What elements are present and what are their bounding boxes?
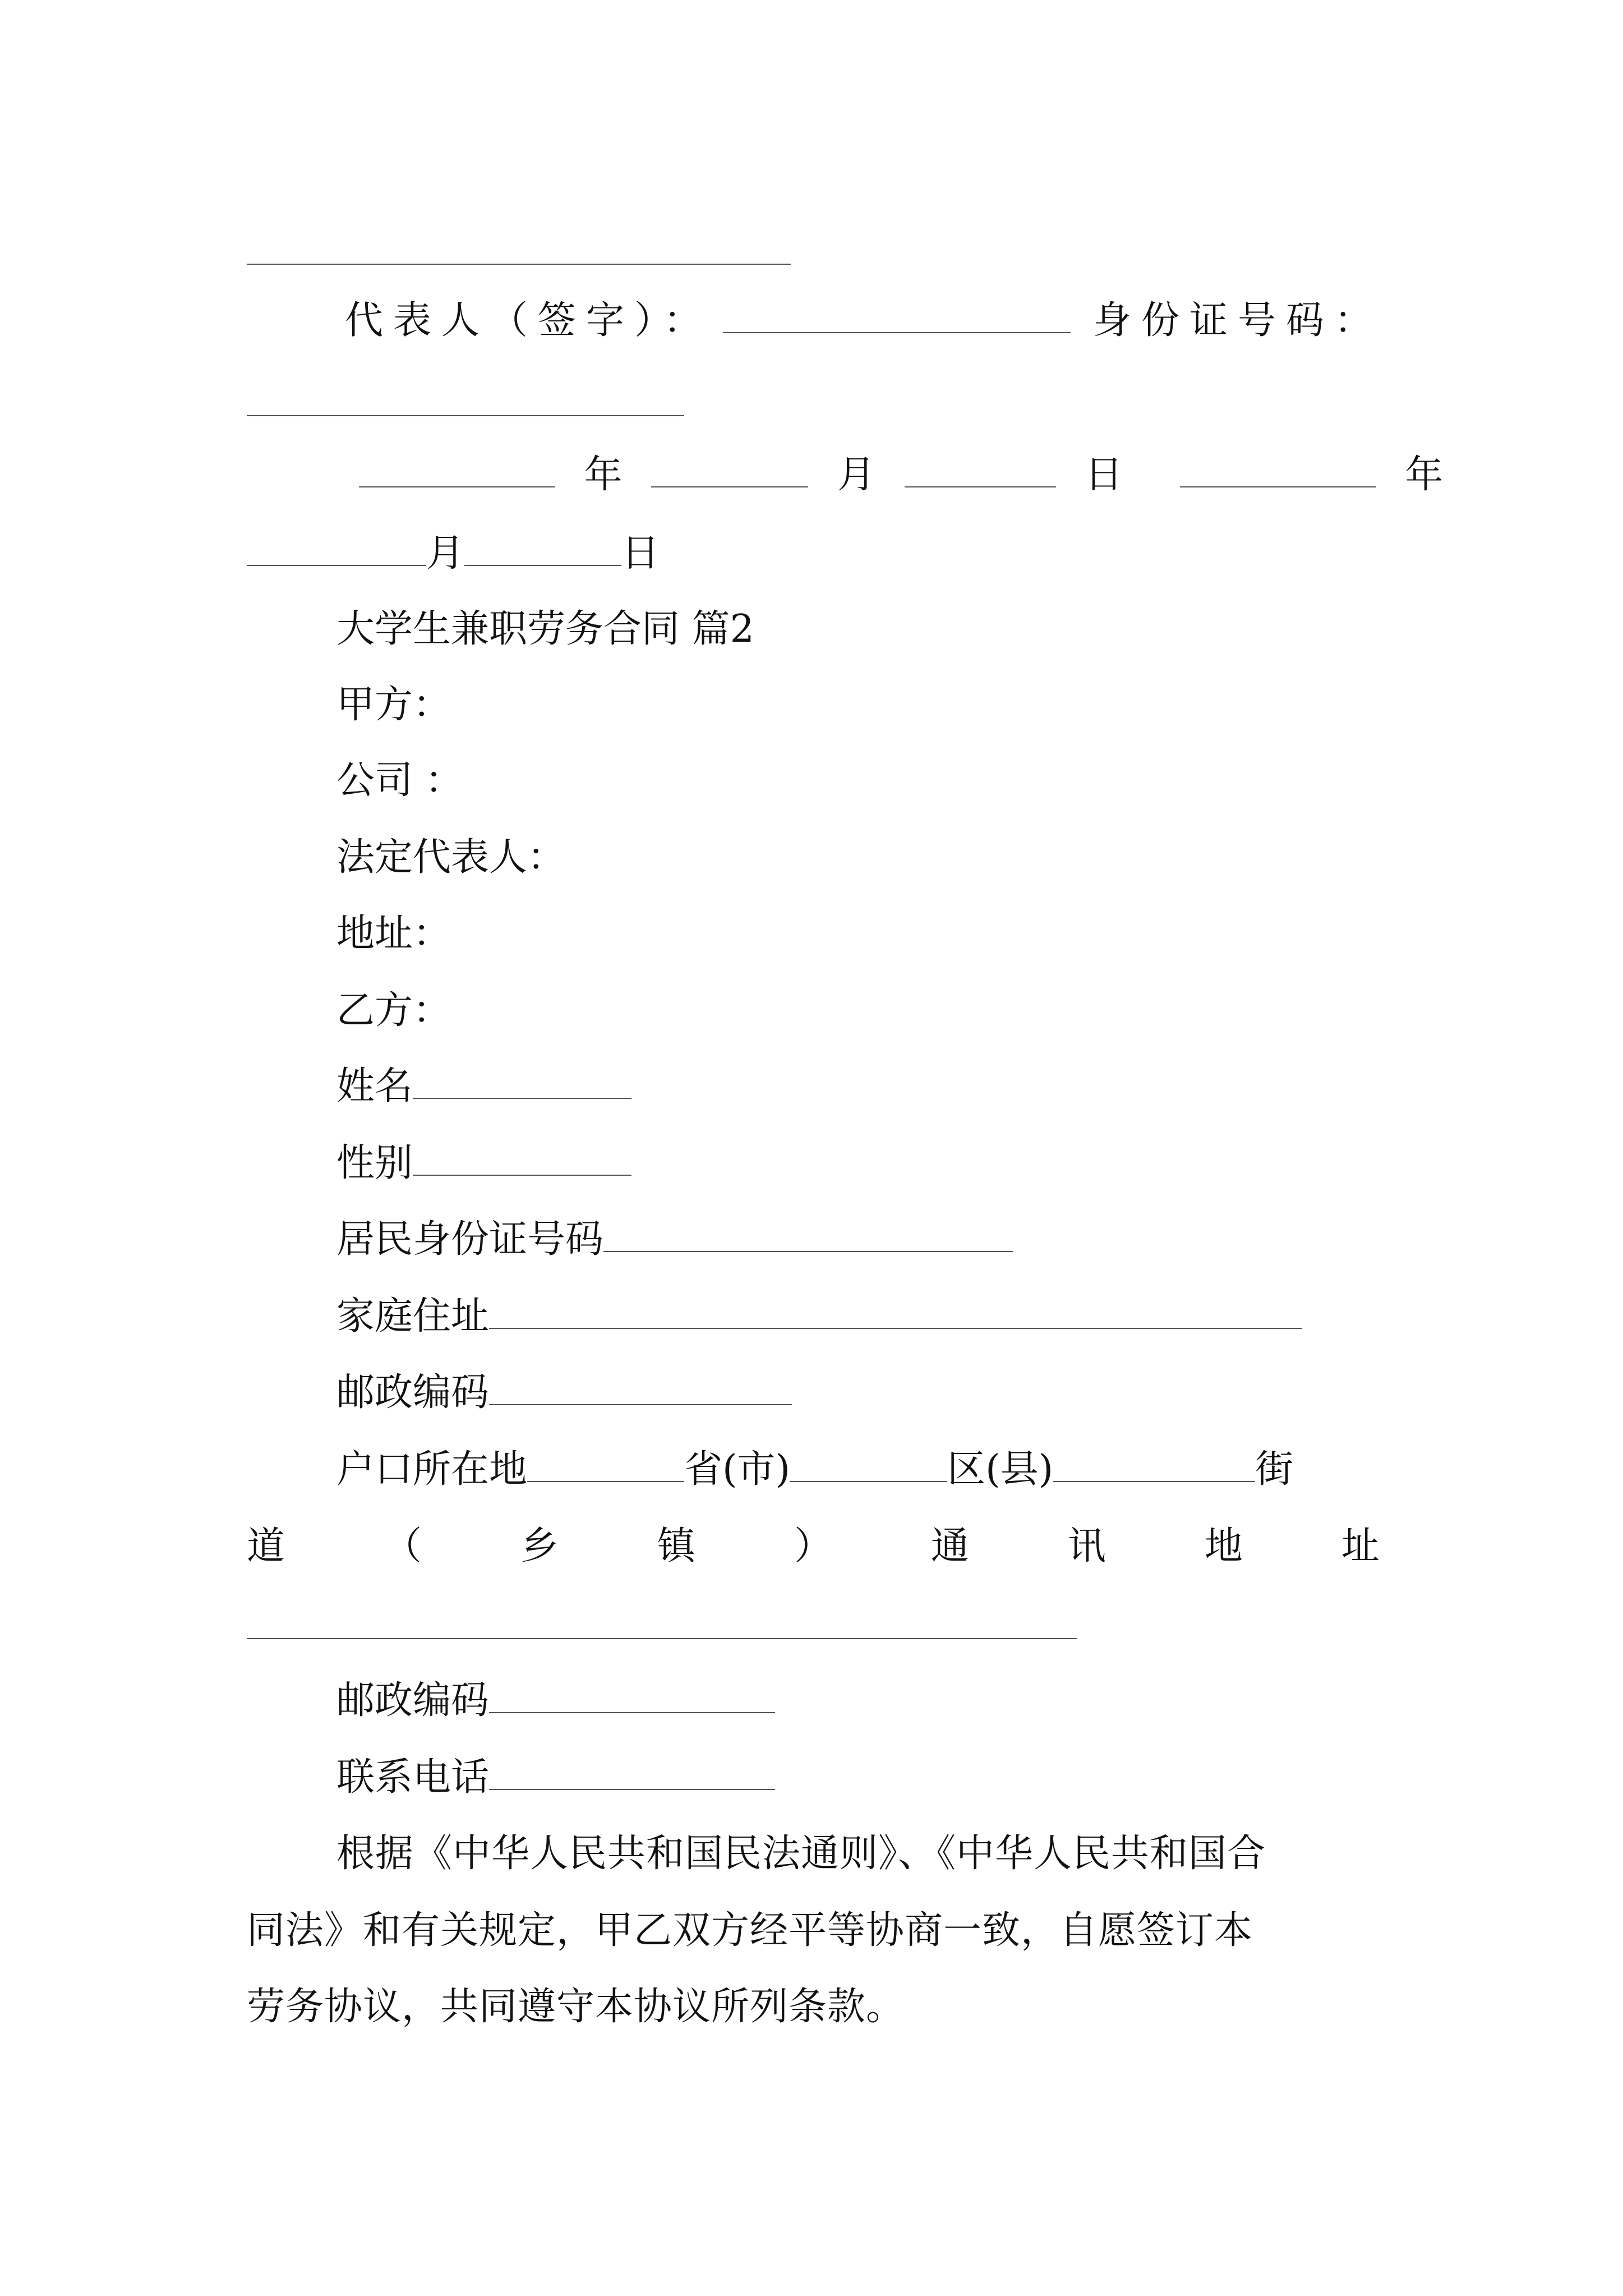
preamble-line-1: 根据《中华人民共和国民法通则》、《中华人民共和国合 [336, 1832, 1266, 1876]
id-number-blank [247, 415, 684, 416]
phone-blank [489, 1755, 775, 1790]
mailing-address-blank [247, 1638, 1077, 1639]
mailing-char: 址 [1341, 1524, 1380, 1568]
hukou-label: 户口所在地 [336, 1447, 528, 1492]
mailing-char: （ [383, 1524, 422, 1568]
party-b-label: 乙方： [336, 988, 451, 1033]
mailing-char: 镇 [657, 1524, 695, 1568]
company-label: 公司 ： [336, 758, 463, 803]
year-label-2: 年 [1405, 453, 1444, 497]
year-blank-1 [359, 452, 555, 487]
day-blank-2 [464, 531, 621, 566]
month-blank-2 [247, 531, 426, 566]
district-blank [1053, 1447, 1255, 1482]
mailing-char: 乡 [520, 1524, 559, 1568]
year-blank-2 [1180, 452, 1376, 487]
legal-rep-label: 法定代表人： [336, 835, 566, 880]
party-a-label: 甲方： [336, 683, 451, 727]
preamble-line-3: 劳务协议，共同遵守本协议所列条款。 [247, 1985, 905, 2029]
home-address-label: 家庭住址 [336, 1294, 490, 1338]
gender-label: 性别 [336, 1141, 413, 1185]
name-field [336, 1063, 631, 1110]
postcode-blank [489, 1370, 792, 1405]
postcode-label: 邮政编码 [336, 1370, 490, 1415]
rep-signature-blank [723, 298, 1071, 333]
day-label-1: 日 [1085, 453, 1123, 497]
postcode-field [336, 1369, 792, 1416]
month-label-1: 月 [837, 453, 875, 497]
hukou-field [336, 1446, 1293, 1493]
mailing-char: ） [794, 1524, 832, 1568]
id-blank [603, 1217, 1013, 1252]
year-label-1: 年 [584, 453, 623, 497]
preamble-line-2: 同法》和有关规定，甲乙双方经平等协商一致，自愿签订本 [247, 1908, 1253, 1953]
mailing-char: 道 [247, 1524, 285, 1568]
hukou-blank [527, 1447, 684, 1482]
mailing-char: 通 [930, 1524, 969, 1568]
district-label: 区(县) [947, 1447, 1054, 1492]
mailing-address-line [247, 1523, 1380, 1570]
mailing-char: 地 [1204, 1524, 1243, 1568]
province-blank [790, 1447, 947, 1482]
month-blank-1 [651, 452, 808, 487]
phone-field [336, 1754, 775, 1801]
street-label: 街 [1255, 1447, 1294, 1492]
id-label: 居民身份证号码 [336, 1217, 604, 1262]
signature-line [247, 264, 791, 265]
representative-signature-line [345, 297, 1382, 344]
date-line-continued [247, 530, 660, 577]
month-label-2: 月 [426, 531, 465, 576]
section-title: 大学生兼职劳务合同 篇2 [336, 607, 754, 651]
gender-blank [413, 1140, 631, 1176]
phone-label: 联系电话 [336, 1755, 490, 1800]
province-label: 省(市) [684, 1447, 791, 1492]
rep-signature-label: 代表人（签字）： [345, 298, 712, 343]
id-number-label: 身份证号码： [1093, 298, 1383, 343]
day-blank-1 [905, 452, 1056, 487]
postcode-blank-2 [489, 1678, 775, 1713]
date-line [359, 452, 1443, 499]
gender-field [336, 1140, 631, 1187]
id-field [336, 1216, 1013, 1263]
name-blank [413, 1064, 631, 1099]
postcode-field-2 [336, 1677, 775, 1724]
address-label: 地址： [336, 912, 451, 956]
name-label: 姓名 [336, 1064, 413, 1108]
home-address-blank [489, 1294, 1302, 1329]
postcode-label-2: 邮政编码 [336, 1678, 490, 1723]
day-label-2: 日 [621, 531, 660, 576]
mailing-char: 讯 [1067, 1524, 1106, 1568]
home-address-field [336, 1293, 1302, 1340]
